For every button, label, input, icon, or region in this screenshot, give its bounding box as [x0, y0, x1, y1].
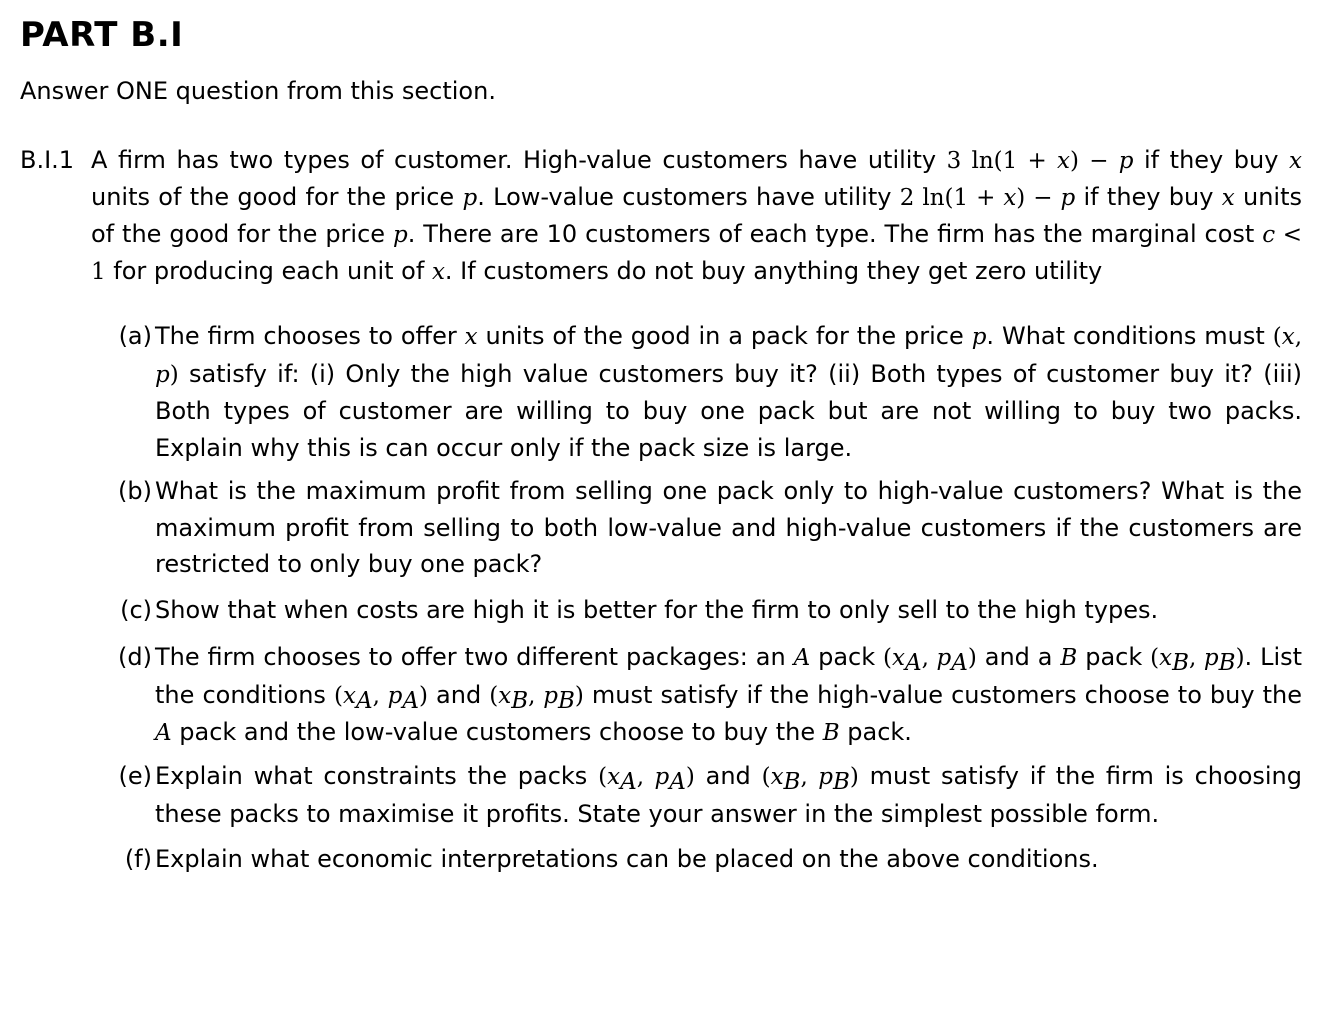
part-text: The firm chooses to offer two different packages: an A pack ($x_A$, $p_A$) and a B pack ($x_B$, $p_B$). List the conditions ($x_A$, $p_A$) and ($x_B$, $p_B$) must satisfy if the high-value customers choose to buy the A pack and the low-value customers choose to buy the B pack.	[155, 643, 1303, 746]
part-label: (b)	[118, 477, 152, 505]
part-text: What is the maximum profit from selling one pack only to high-value customers? What is the maximum profit from selling to both low-value and high-value customers if the customers are restricted to only buy one pack?	[155, 477, 1302, 578]
question-number: B.I.1	[20, 146, 75, 174]
question-stem: A firm has two types of customer. High-value customers have utility 3 ln(1 + x) − p if they buy x units of the good for the price p. Low-value customers have utility 2 ln(1 + x) − p if they buy x units of the good for the price p. There are 10 customers of each type. The firm has the marginal cost c < 1 for producing each unit of x. If customers do not buy anything they get zero utility	[91, 146, 1303, 285]
section-instruction: Answer ONE question from this section.	[20, 77, 496, 105]
part-title: PART B.I	[20, 15, 184, 55]
part-label: (e)	[118, 762, 152, 790]
part-text: Explain what economic interpretations can be placed on the above conditions.	[155, 845, 1099, 873]
part-text: Show that when costs are high it is better for the firm to only sell to the high types.	[155, 596, 1159, 624]
part-label: (c)	[120, 596, 152, 624]
part-label: (d)	[118, 643, 152, 671]
part-text: The firm chooses to offer x units of the good in a pack for the price p. What conditions must (x, p) satisfy if: (i) Only the high value customers buy it? (ii) Both types of customer buy it? (iii) Both types of customer are willing to buy one pack but are not willing to buy two packs. Explain why this is can occur only if the pack size is large.	[155, 322, 1302, 462]
part-label: (a)	[118, 322, 152, 350]
part-label: (f)	[124, 845, 152, 873]
part-text: Explain what constraints the packs ($x_A$, $p_A$) and ($x_B$, $p_B$) must satisfy if the firm is choosing these packs to maximise it profits. State your answer in the simplest possible form.	[155, 762, 1302, 828]
